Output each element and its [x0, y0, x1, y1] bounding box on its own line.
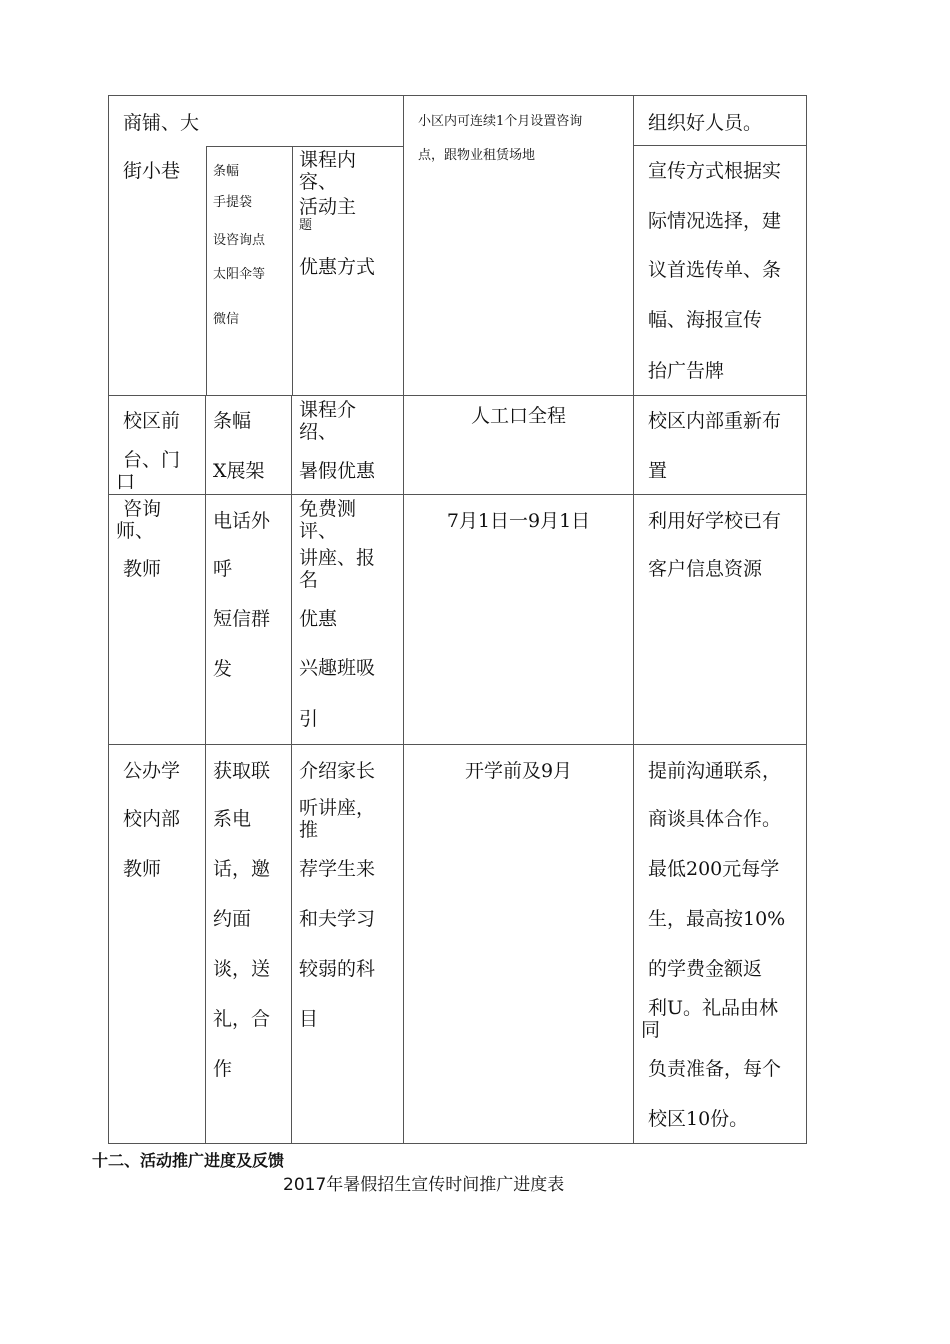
cell-text: 际情况选择，建 — [648, 210, 782, 232]
cell-text: 生，最高按10% — [648, 908, 786, 930]
cell-text: 校区10份。 — [648, 1108, 749, 1130]
cell-r2-remark — [634, 396, 807, 495]
cell-text: 的学费金额返 — [648, 958, 763, 980]
cell-r4-remark — [634, 745, 807, 1144]
cell-r4-media — [206, 745, 292, 1144]
cell-text: 利U。礼品由林 — [648, 997, 779, 1019]
cell-text: 利用好学校已有 — [648, 510, 782, 532]
cell-text: 口 — [116, 471, 136, 493]
cell-r2-time — [404, 396, 634, 495]
inner-divider — [292, 146, 293, 396]
cell-text: 约面 — [213, 908, 252, 930]
cell-text: 评、 — [299, 520, 338, 542]
cell-text: 荐学生来 — [299, 858, 376, 880]
inner-divider — [206, 146, 404, 147]
cell-text: 开学前及9月 — [464, 760, 573, 782]
cell-text: 电话外 — [213, 510, 271, 532]
cell-r4-time — [404, 745, 634, 1144]
cell-text: 话，邀 — [213, 858, 271, 880]
cell-text: 负责准备，每个 — [648, 1058, 782, 1080]
cell-text: 呼 — [213, 558, 233, 580]
cell-text: 校区前 — [123, 410, 181, 432]
cell-r2-channel — [109, 396, 206, 495]
section-heading: 十二、活动推广进度及反馈 — [92, 1151, 285, 1170]
cell-text: 系电 — [213, 808, 252, 830]
cell-text: 最低200元每学 — [648, 858, 780, 880]
cell-text: 商铺、大 — [123, 112, 200, 134]
cell-text: 题 — [299, 218, 313, 233]
cell-text: 议首选传单、条 — [648, 259, 782, 281]
cell-text: 短信群 — [213, 608, 271, 630]
cell-text: 人工口全程 — [470, 405, 566, 427]
cell-r3-channel — [109, 495, 206, 745]
cell-text: 抬广告牌 — [648, 360, 725, 382]
cell-r1-note — [404, 96, 634, 396]
cell-text: 较弱的科 — [299, 958, 376, 980]
cell-r4-content — [292, 745, 404, 1144]
cell-r1-channel-merged — [109, 96, 404, 396]
cell-r3-media — [206, 495, 292, 745]
cell-text: 小区内可连续1个月设置咨询 — [418, 114, 583, 129]
cell-text: 校区内部重新布 — [648, 410, 782, 432]
cell-text: 和夫学习 — [299, 908, 376, 930]
cell-text: 街小巷 — [123, 160, 181, 182]
cell-text: 课程内 — [299, 149, 357, 171]
cell-text: 微信 — [213, 312, 240, 327]
cell-text: 推 — [299, 819, 319, 841]
cell-text: 手提袋 — [213, 195, 253, 210]
cell-r4-channel — [109, 745, 206, 1144]
cell-text: 7月1日一9月1日 — [446, 510, 591, 532]
cell-text: 名 — [299, 569, 319, 591]
cell-text: 优惠 — [299, 608, 338, 630]
cell-text: 提前沟通联系， — [648, 760, 782, 782]
cell-text: 作 — [213, 1058, 233, 1080]
cell-text: 发 — [213, 658, 233, 680]
cell-text: 教师 — [123, 858, 162, 880]
cell-r1-remark-b — [634, 146, 807, 396]
cell-text: 设咨询点 — [213, 233, 266, 248]
cell-text: 兴趣班吸 — [299, 657, 376, 679]
cell-r1-remark-a — [634, 96, 807, 146]
cell-text: 客户信息资源 — [648, 558, 763, 580]
cell-text: 咨询 — [123, 498, 162, 520]
cell-text: 优惠方式 — [299, 256, 376, 278]
cell-text: 讲座、报 — [299, 547, 376, 569]
cell-text: 活动主 — [299, 196, 357, 218]
cell-r3-remark — [634, 495, 807, 745]
cell-text: 组织好人员。 — [648, 112, 763, 134]
cell-text: 获取联 — [213, 760, 271, 782]
cell-text: 容、 — [299, 171, 338, 193]
inner-divider — [206, 146, 207, 396]
cell-text: X展架 — [213, 460, 265, 482]
cell-r2-content — [292, 396, 404, 495]
cell-text: 太阳伞等 — [213, 267, 266, 282]
cell-text: 商谈具体合作。 — [648, 808, 782, 830]
cell-text: 条幅 — [213, 164, 240, 179]
cell-text: 教师 — [123, 558, 162, 580]
cell-text: 介绍家长 — [299, 760, 376, 782]
cell-text: 课程介 — [299, 399, 357, 421]
cell-text: 幅、海报宣传 — [648, 309, 763, 331]
promotion-table — [108, 95, 807, 1144]
cell-text: 宣传方式根据实 — [648, 160, 782, 182]
cell-text: 同 — [641, 1019, 661, 1041]
cell-text: 礼，合 — [213, 1008, 271, 1030]
cell-text: 绍、 — [299, 421, 338, 443]
cell-text: 免费测 — [299, 498, 357, 520]
cell-text: 条幅 — [213, 410, 252, 432]
cell-text: 公办学 — [123, 760, 181, 782]
cell-text: 听讲座， — [299, 797, 376, 819]
cell-r2-media — [206, 396, 292, 495]
cell-text: 引 — [299, 708, 319, 730]
cell-text: 置 — [648, 460, 668, 482]
cell-text: 目 — [299, 1008, 319, 1030]
table-caption: 2017年暑假招生宣传时间推广进度表 — [283, 1175, 565, 1195]
cell-text: 师、 — [116, 520, 155, 542]
cell-r3-time — [404, 495, 634, 745]
cell-text: 点，跟物业租赁场地 — [418, 148, 536, 163]
cell-text: 校内部 — [123, 808, 181, 830]
cell-text: 台、门 — [123, 449, 181, 471]
cell-r3-content — [292, 495, 404, 745]
cell-text: 暑假优惠 — [299, 460, 376, 482]
cell-text: 谈，送 — [213, 958, 271, 980]
